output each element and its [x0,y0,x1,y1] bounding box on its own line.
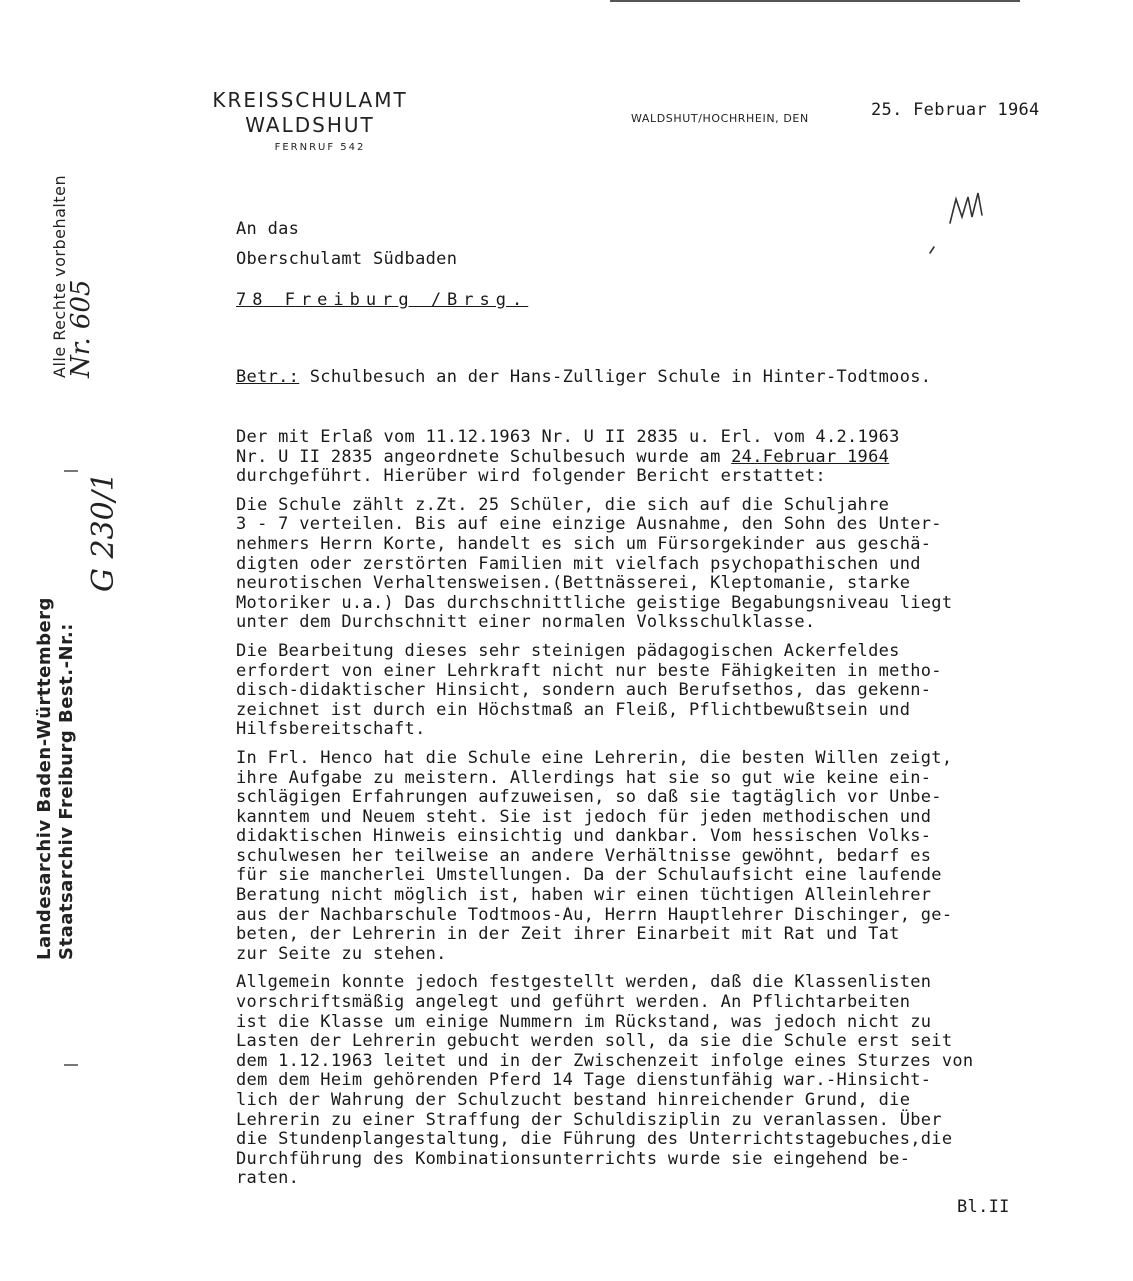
scan-top-rule [610,0,1020,2]
handwritten-mark [920,185,1000,265]
page-marker: Bl.II [957,1197,1010,1217]
recipient-line2: Oberschulamt Südbaden [236,249,458,269]
subject-label: Betr.: [236,367,300,387]
archive-stamp-line1: Landesarchiv Baden-Württemberg [34,597,55,960]
letterhead-org-line1: KREISSCHULAMT [212,88,408,112]
letter-body [236,428,1086,1198]
archive-stamp-line2: Staatsarchiv Freiburg Best.-Nr.: [56,623,77,960]
rights-stamp: Alle Rechte vorbehalten [50,174,69,378]
paragraph-3: Die Bearbeitung dieses sehr steinigen pädagogischen Ackerfeldes erfordert von einer Lehrkraft nicht nur beste Fähigkeiten in metho- disch-didaktischer Hinsicht, sondern auch Berufsethos, das gekenn- zeichnet ist durch ein Höchstmaß an Fleiß, Pflichtbewußtsein und Hilfsbereitschaft. [236,640,942,740]
shelfmark-stamp: G 230/1 [86,472,121,592]
recipient-city: 78 Freiburg /Brsg. [236,290,529,310]
recipient-line1: An das [236,219,300,239]
subject-line [236,368,931,388]
letterhead-phone: FERNRUF 542 [274,142,366,153]
paragraph-1-line3: durchgeführt. Hierüber wird folgender Bericht erstattet: [236,466,826,487]
letterhead [190,88,430,153]
archive-number-stamp: Nr. 605 [66,279,96,378]
margin-mark [64,1064,78,1066]
letter-date: 25. Februar 1964 [871,100,1040,120]
place-label: WALDSHUT/HOCHRHEIN, DEN [631,112,809,125]
visit-date: 24.Februar 1964 [731,446,890,467]
paragraph-1 [236,428,1086,487]
letterhead-org-line2: WALDSHUT [245,113,375,137]
subject-text: Schulbesuch an der Hans-Zulliger Schule in Hinter-Todtmoos. [299,367,932,387]
paragraph-2: Die Schule zählt z.Zt. 25 Schüler, die sich auf die Schuljahre 3 - 7 verteilen. Bis auf eine einzige Ausnahme, den Sohn des Unter- nehmers Herrn Korte, handelt es sich um Fürsorgekinder aus geschä- digten oder zerstörten Familien mit vielfach psychopathischen und neurotischen Verhaltensweisen.(Bettnässerei, Kleptomanie, starke Motoriker u.a.) Das durchschnittliche geistige Begabungsniveau liegt unter dem Durchschnitt einer normalen Volksschulklasse. [236,494,953,633]
margin-mark [64,470,78,472]
paragraph-5: Allgemein konnte jedoch festgestellt werden, daß die Klassenlisten vorschriftsmäßig angelegt und geführt werden. An Pflichtarbeiten ist die Klasse um einige Nummern im Rückstand, was jedoch nicht zu Lasten der Lehrerin gebucht werden soll, da sie die Schule erst seit dem 1.12.1963 leitet und in der Zwischenzeit infolge eines Sturzes von dem dem Heim gehörenden Pferd 14 Tage dienstunfähig war.-Hinsicht- lich der Wahrung der Schulzucht bestand hinreichender Grund, die Lehrerin zu einer Straffung der Schuldisziplin zu veranlassen. Über die Stundenplangestaltung, die Führung des Unterrichtstagebuches,die Durchführung des Kombinationsunterrichts wurde sie eingehend be- raten. [236,972,974,1189]
paragraph-4: In Frl. Henco hat die Schule eine Lehrerin, die besten Willen zeigt, ihre Aufgabe zu meistern. Allerdings hat sie so gut wie keine ein- schlägigen Erfahrungen aufzuweisen, so daß sie tagtäglich vor Unbe- kanntem und Neuem steht. Sie ist jedoch für jeden methodischen und didaktischen Hinweis einsichtig und dankbar. Vom hessischen Volks- schulwesen her teilweise an andere Verhältnisse gewöhnt, bedarf es für sie mancherlei Umstellungen. Da der Schulaufsicht eine laufende Beratung nicht möglich ist, haben wir einen tüchtigen Alleinlehrer aus der Nachbarschule Todtmoos-Au, Herrn Hauptlehrer Dischinger, ge- beten, der Lehrerin in der Zeit ihrer Einarbeit mit Rat und Tat zur Seite zu stehen. [236,747,953,964]
paragraph-1-line1: Der mit Erlaß vom 11.12.1963 Nr. U II 2835 u. Erl. vom 4.2.1963 [236,427,900,447]
paragraph-1-line2: Nr. U II 2835 angeordnete Schulbesuch wurde am [236,446,732,467]
